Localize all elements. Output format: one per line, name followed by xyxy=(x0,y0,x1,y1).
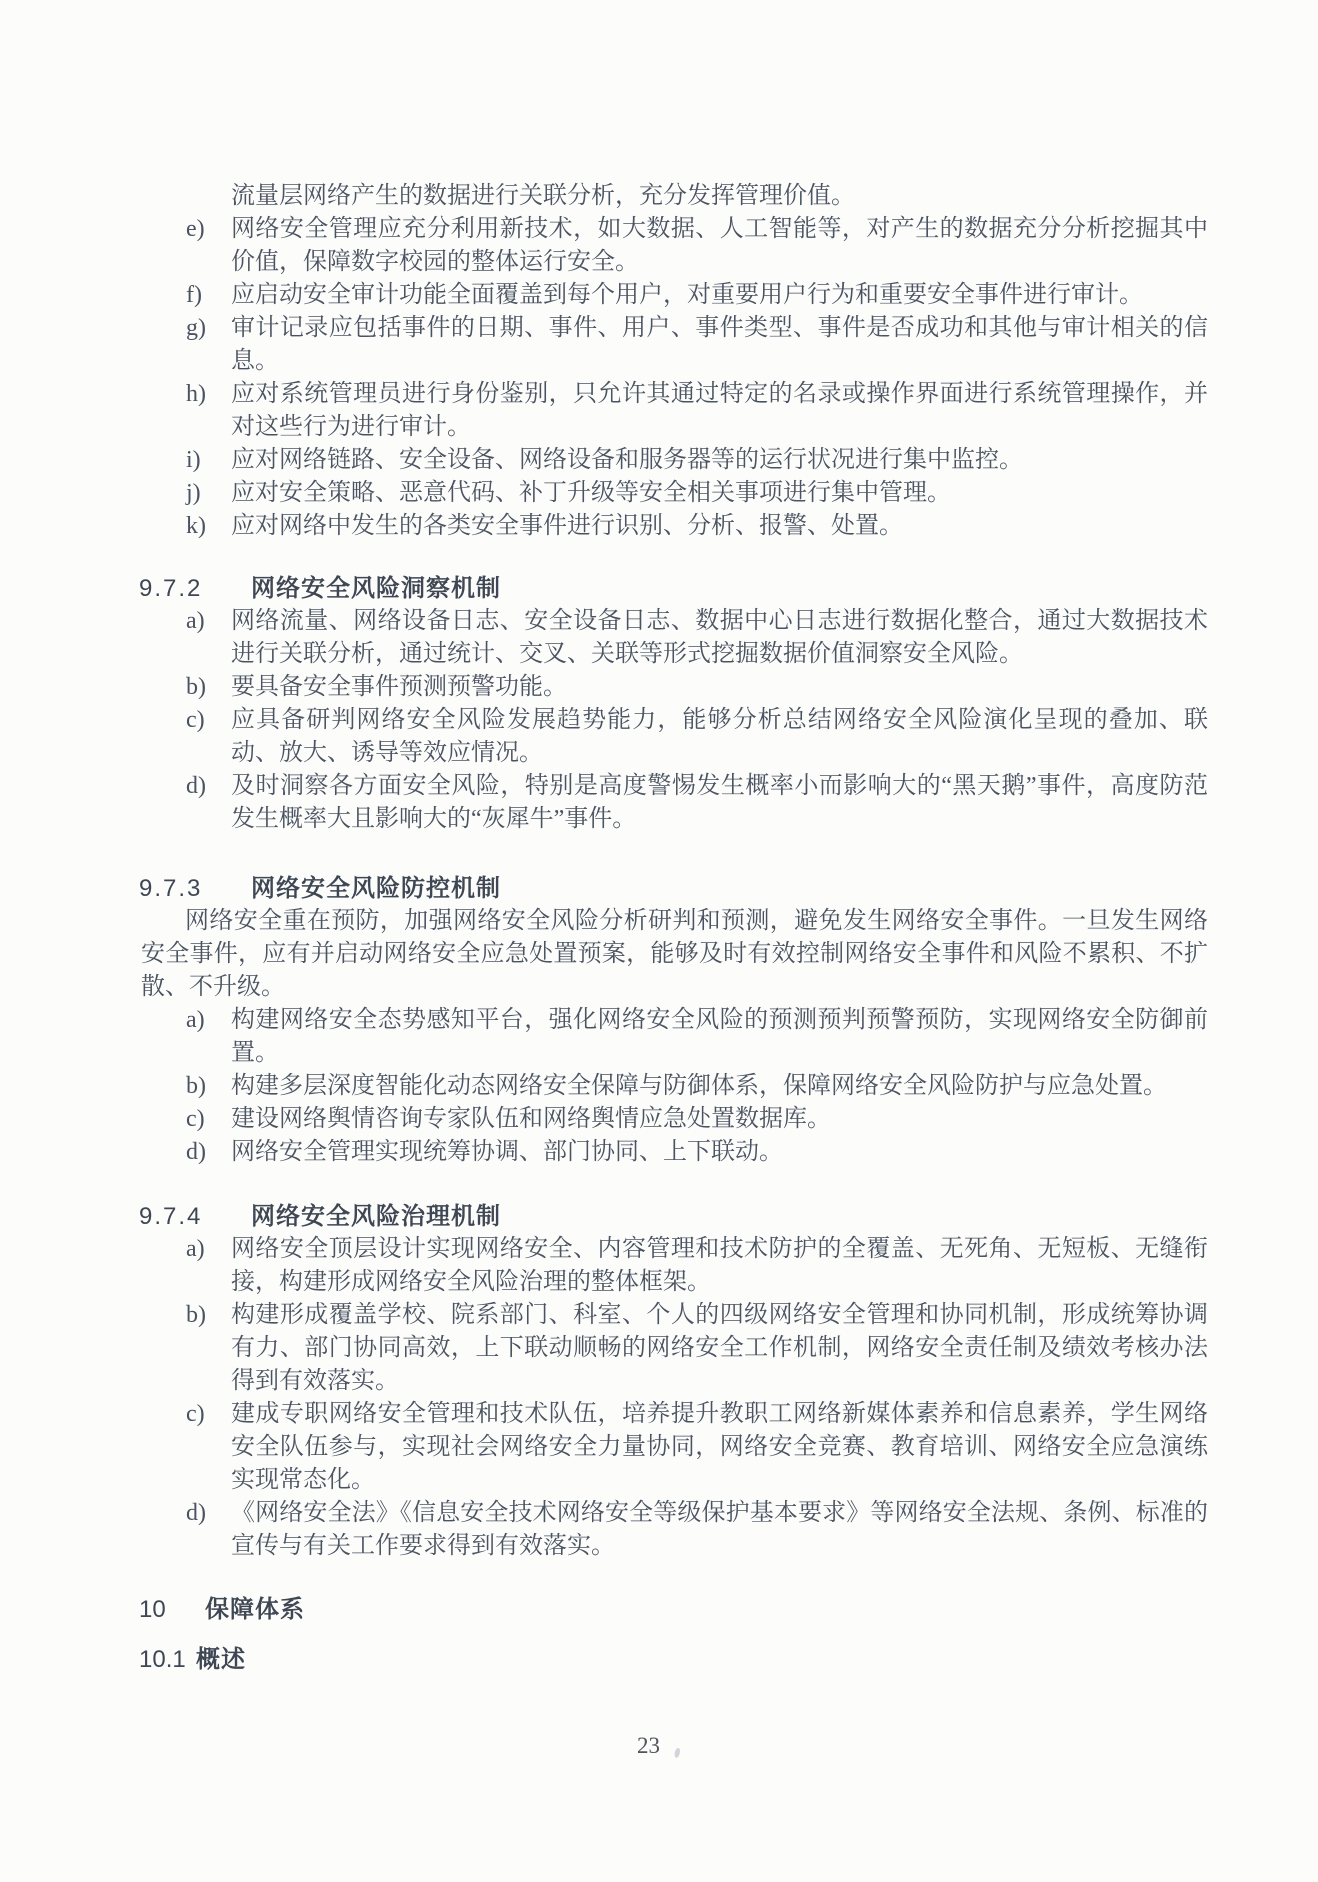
list-item-label: a) xyxy=(186,1007,205,1033)
list-item xyxy=(186,1233,1318,1299)
list-item-text: 网络流量、网络设备日志、安全设备日志、数据中心日志进行数据化整合，通过大数据技术进行关联分析，通过统计、交叉、关联等形式挖掘数据价值洞察安全风险。 xyxy=(231,608,1208,667)
list-item-label: b) xyxy=(186,674,206,700)
list-item-text: 应具备研判网络安全风险发展趋势能力，能够分析总结网络安全风险演化呈现的叠加、联动、放大、诱导等效应情况。 xyxy=(231,707,1208,766)
list-item-label: g) xyxy=(186,315,206,341)
list-item xyxy=(186,444,1318,477)
page-number: 23 xyxy=(637,1733,660,1758)
list-item-text: 应对安全策略、恶意代码、补丁升级等安全相关事项进行集中管理。 xyxy=(231,480,951,506)
list-item-label: i) xyxy=(186,447,201,473)
page-footer xyxy=(0,1732,1318,1760)
list-item xyxy=(186,1004,1318,1070)
list-item xyxy=(186,279,1318,312)
list-item-label: d) xyxy=(186,1500,206,1526)
list-item xyxy=(186,378,1318,444)
section-number: 9.7.2 xyxy=(139,575,203,602)
section-heading xyxy=(139,572,1318,605)
section-paragraph: 网络安全重在预防，加强网络安全风险分析研判和预测，避免发生网络安全事件。一旦发生网络安全事件，应有并启动网络安全应急处置预案，能够及时有效控制网络安全事件和风险不累积、不扩散、不升级。 xyxy=(141,908,1208,1000)
list-item-text: 《网络安全法》《信息安全技术网络安全等级保护基本要求》等网络安全法规、条例、标准的宣传与有关工作要求得到有效落实。 xyxy=(231,1500,1208,1559)
section-heading xyxy=(139,872,1318,905)
list-item-label: j) xyxy=(186,480,201,506)
chapter-title: 保障体系 xyxy=(205,1596,305,1623)
list-item-text: 应对网络中发生的各类安全事件进行识别、分析、报警、处置。 xyxy=(231,513,903,539)
list-item-label: c) xyxy=(186,1106,205,1132)
list-item-label: k) xyxy=(186,513,206,539)
list-item-text: 网络安全管理应充分利用新技术，如大数据、人工智能等，对产生的数据充分分析挖掘其中价值，保障数字校园的整体运行安全。 xyxy=(231,216,1208,275)
list-item-text: 审计记录应包括事件的日期、事件、用户、事件类型、事件是否成功和其他与审计相关的信息。 xyxy=(231,315,1208,374)
section-9-7-2 xyxy=(0,572,1318,836)
list-item-text: 应对网络链路、安全设备、网络设备和服务器等的运行状况进行集中监控。 xyxy=(231,447,1023,473)
subsection-title: 概述 xyxy=(196,1646,246,1673)
list-item xyxy=(186,1299,1318,1398)
list-item-text: 建设网络舆情咨询专家队伍和网络舆情应急处置数据库。 xyxy=(231,1106,831,1132)
list-item xyxy=(186,510,1318,543)
list-item-label: a) xyxy=(186,1236,205,1262)
list-item xyxy=(186,1103,1318,1136)
list-item-text: 建成专职网络安全管理和技术队伍，培养提升教职工网络新媒体素养和信息素养，学生网络安全队伍参与，实现社会网络安全力量协同，网络安全竞赛、教育培训、网络安全应急演练实现常态化。 xyxy=(231,1401,1208,1493)
section-title: 网络安全风险洞察机制 xyxy=(251,575,501,602)
list-item xyxy=(186,770,1318,836)
list-item xyxy=(186,1398,1318,1497)
section-heading xyxy=(139,1200,1318,1233)
list-item-text: 应对系统管理员进行身份鉴别，只允许其通过特定的名录或操作界面进行系统管理操作，并对这些行为进行审计。 xyxy=(231,381,1208,440)
list-item-label: f) xyxy=(186,282,202,308)
chapter-heading xyxy=(139,1593,1318,1626)
list-item-text: 构建形成覆盖学校、院系部门、科室、个人的四级网络安全管理和协同机制，形成统筹协调有力、部门协同高效，上下联动顺畅的网络安全工作机制，网络安全责任制及绩效考核办法得到有效落实。 xyxy=(231,1302,1208,1394)
list-item-continuation: 流量层网络产生的数据进行关联分析，充分发挥管理价值。 xyxy=(231,183,855,209)
list-item xyxy=(186,477,1318,510)
list-item-label: a) xyxy=(186,608,205,634)
section-title: 网络安全风险治理机制 xyxy=(251,1203,501,1230)
list-item xyxy=(186,213,1318,279)
list-item-label: h) xyxy=(186,381,206,407)
subsection-heading xyxy=(139,1643,1318,1676)
list-item-label: d) xyxy=(186,1139,206,1165)
list-item-text: 网络安全顶层设计实现网络安全、内容管理和技术防护的全覆盖、无死角、无短板、无缝衔接，构建形成网络安全风险治理的整体框架。 xyxy=(231,1236,1208,1295)
list-item-label: b) xyxy=(186,1302,206,1328)
list-item xyxy=(186,605,1318,671)
list-item-label: d) xyxy=(186,773,206,799)
list-item-label: c) xyxy=(186,707,205,733)
section-number: 9.7.3 xyxy=(139,875,203,902)
list-item xyxy=(186,1497,1318,1563)
list-item xyxy=(186,312,1318,378)
list-item xyxy=(186,1136,1318,1169)
list-item xyxy=(186,671,1318,704)
list-item-label: e) xyxy=(186,216,205,242)
section-title: 网络安全风险防控机制 xyxy=(251,875,501,902)
list-item-label: b) xyxy=(186,1073,206,1099)
list-item-text: 构建多层深度智能化动态网络安全保障与防御体系，保障网络安全风险防护与应急处置。 xyxy=(231,1073,1167,1099)
section-number: 9.7.4 xyxy=(139,1203,203,1230)
list-item-text: 及时洞察各方面安全风险，特别是高度警惕发生概率小而影响大的“黑天鹅”事件，高度防范发生概率大且影响大的“灰犀牛”事件。 xyxy=(231,773,1208,832)
list-item xyxy=(186,1070,1318,1103)
scan-artifact xyxy=(674,1747,681,1758)
section-9-7-4 xyxy=(0,1200,1318,1563)
chapter-number: 10 xyxy=(139,1596,166,1623)
list-item-label: c) xyxy=(186,1401,205,1427)
list-item-text: 应启动安全审计功能全面覆盖到每个用户，对重要用户行为和重要安全事件进行审计。 xyxy=(231,282,1143,308)
list-item xyxy=(186,704,1318,770)
list-item-text: 网络安全管理实现统筹协调、部门协同、上下联动。 xyxy=(231,1139,783,1165)
list-item-text: 要具备安全事件预测预警功能。 xyxy=(231,674,567,700)
subsection-number: 10.1 xyxy=(139,1646,186,1673)
list-item-text: 构建网络安全态势感知平台，强化网络安全风险的预测预判预警预防，实现网络安全防御前置。 xyxy=(231,1007,1208,1066)
section-9-7-3 xyxy=(0,872,1318,1169)
